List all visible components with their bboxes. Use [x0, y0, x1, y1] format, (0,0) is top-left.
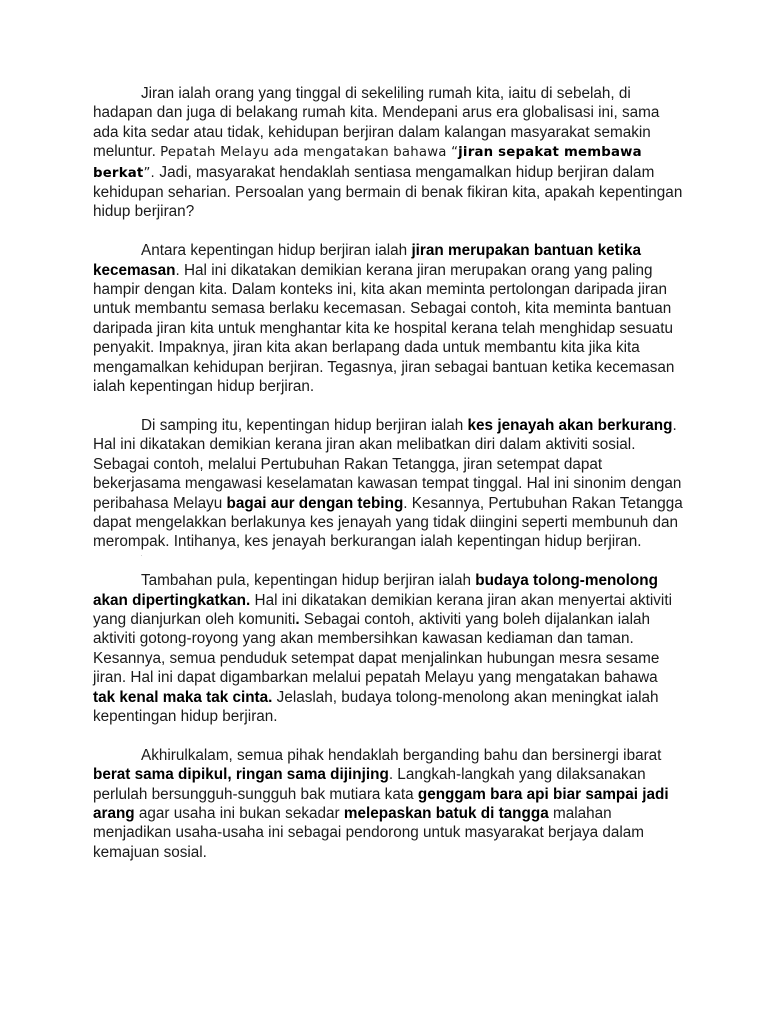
paragraph-2	[93, 241, 683, 396]
bold-phrase: .	[295, 610, 300, 628]
body-text: . Langkah-langkah yang dilaksanakan perlulah bersungguh-sungguh bak mutiara kata	[93, 766, 646, 803]
bold-phrase: jiran sepakat membawa berkat	[93, 145, 642, 181]
essay-body	[93, 84, 683, 882]
body-text: Hal ini dikatakan demikian kerana jiran akan menyertai aktiviti yang dianjurkan oleh komuniti	[93, 591, 672, 628]
body-text: Jiran ialah orang yang tinggal di sekeliling rumah kita, iaitu di sebelah, di hadapan dan juga di belakang rumah kita. Mendepani arus era globalisasi ini, sama ada kita sedar atau tidak, kehidupan berjiran dalam kalangan masyarakat semakin meluntur.	[93, 85, 660, 161]
body-text: Di samping itu, kepentingan hidup berjiran ialah	[141, 416, 468, 434]
body-text: . Hal ini dikatakan demikian kerana jiran akan melibatkan diri dalam aktiviti sosial. Sebagai contoh, melalui Pertubuhan Rakan Tetangga, jiran setempat dapat bekerjasama mengawasi keselamatan kawasan tempat tinggal. Hal ini sinonim dengan peribahasa Melayu	[93, 416, 682, 512]
bold-phrase: kes jenayah akan berkurang	[467, 416, 673, 434]
body-text: Akhirulkalam, semua pihak hendaklah berganding bahu dan bersinergi ibarat	[141, 746, 662, 764]
paragraph-4	[93, 571, 683, 726]
paragraph-5	[93, 746, 683, 862]
body-text: malahan menjadikan usaha-usaha ini sebagai pendorong untuk masyarakat berjaya dalam kemajuan sosial.	[93, 804, 645, 861]
body-text: Antara kepentingan hidup berjiran ialah	[141, 242, 412, 260]
stray-mark	[141, 555, 142, 556]
bold-phrase: bagai aur dengan tebing	[226, 494, 404, 512]
paragraph-1	[93, 84, 683, 222]
alt-font-text: Pepatah Melayu ada mengatakan bahawa “	[160, 145, 459, 161]
body-text: Sebagai contoh, aktiviti yang boleh dijalankan ialah aktiviti gotong-royong yang akan membersihkan kawasan kediaman dan taman. Kesannya, semua penduduk setempat dapat menjalinkan hubungan mesra sesame jiran. Hal ini dapat digambarkan melalui pepatah Melayu yang mengatakan bahawa	[93, 610, 660, 687]
bold-phrase: budaya tolong-menolong akan dipertingkatkan.	[93, 572, 658, 609]
body-text: agar usaha ini bukan sekadar	[134, 804, 344, 822]
alt-font-text: ”.	[143, 165, 160, 181]
bold-phrase: berat sama dipikul, ringan sama dijinjing	[93, 766, 389, 784]
body-text: . Hal ini dikatakan demikian kerana jiran merupakan orang yang paling hampir dengan kita. Dalam konteks ini, kita akan meminta pertolongan daripada jiran untuk membantu semasa berlaku kecemasan. Sebagai contoh, kita meminta bantuan daripada jiran kita untuk menghantar kita ke hospital kerana telah menghidap sesuatu penyakit. Impaknya, jiran kita akan berlapang dada untuk membantu kita jika kita mengamalkan kehidupan berjiran. Tegasnya, jiran sebagai bantuan ketika kecemasan ialah kepentingan hidup berjiran.	[93, 261, 675, 396]
paragraph-3	[93, 416, 683, 552]
bold-phrase: melepaskan batuk di tangga	[343, 804, 549, 822]
bold-phrase: genggam bara api biar sampai jadi arang	[93, 785, 669, 822]
bold-phrase: tak kenal maka tak cinta.	[93, 688, 273, 706]
body-text: . Kesannya, Pertubuhan Rakan Tetangga dapat mengelakkan berlakunya kes jenayah yang tidak diingini seperti membunuh dan merompak. Intihanya, kes jenayah berkurangan ialah kepentingan hidup berjiran.	[93, 494, 683, 551]
body-text: Jelaslah, budaya tolong-menolong akan meningkat ialah kepentingan hidup berjiran.	[93, 688, 659, 725]
body-text: Jadi, masyarakat hendaklah sentiasa mengamalkan hidup berjiran dalam kehidupan seharian. Persoalan yang bermain di benak fikiran kita, apakah kepentingan hidup berjiran?	[93, 163, 683, 221]
body-text: Tambahan pula, kepentingan hidup berjiran ialah	[141, 572, 476, 590]
bold-phrase: jiran merupakan bantuan ketika kecemasan	[93, 242, 641, 279]
